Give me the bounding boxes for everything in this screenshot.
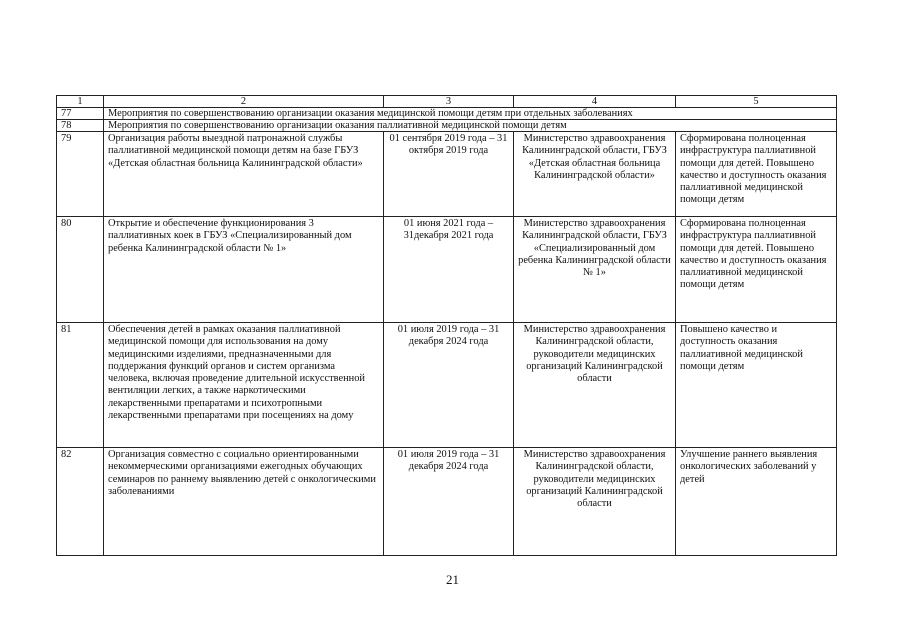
table-header-row bbox=[57, 96, 837, 108]
result-cell: Сформирована полноценная инфраструктура паллиативной помощи для детей. Повышено качество и доступность оказания паллиативной медицинской помощи детям bbox=[676, 217, 837, 323]
row-number: 82 bbox=[57, 448, 104, 556]
executor-cell: Министерство здравоохранения Калининградской области, руководители медицинских организаций Калининградской области bbox=[514, 323, 676, 448]
result-cell: Сформирована полноценная инфраструктура паллиативной помощи для детей. Повышено качество и доступность оказания паллиативной медицинской помощи детям bbox=[676, 132, 837, 217]
period-cell: 01 июля 2019 года – 31 декабря 2024 года bbox=[384, 448, 514, 556]
result-cell: Улучшение раннего выявления онкологических заболеваний у детей bbox=[676, 448, 837, 556]
row-number: 81 bbox=[57, 323, 104, 448]
executor-cell: Министерство здравоохранения Калининградской области, ГБУЗ «Детская областная больница Калининградской области» bbox=[514, 132, 676, 217]
activities-table bbox=[56, 95, 837, 556]
period-cell: 01 июня 2021 года – 31декабря 2021 года bbox=[384, 217, 514, 323]
table-row bbox=[57, 448, 837, 556]
table-row bbox=[57, 132, 837, 217]
section-row bbox=[57, 108, 837, 120]
section-title: Мероприятия по совершенствованию организации оказания паллиативной медицинской помощи детям bbox=[104, 120, 837, 132]
executor-cell: Министерство здравоохранения Калининградской области, руководители медицинских организаций Калининградской области bbox=[514, 448, 676, 556]
period-cell: 01 июля 2019 года – 31 декабря 2024 года bbox=[384, 323, 514, 448]
column-header: 4 bbox=[514, 96, 676, 108]
activity-cell: Обеспечения детей в рамках оказания паллиативной медицинской помощи для использования на дому медицинскими изделиями, предназначенными для поддержания функций органов и систем организма человека, включая проведение длительной искусственной вентиляции легких, а также наркотическими лекарственными препаратами и психотропными лекарственными препаратами при посещениях на дому bbox=[104, 323, 384, 448]
column-header: 3 bbox=[384, 96, 514, 108]
table-row bbox=[57, 323, 837, 448]
row-number: 80 bbox=[57, 217, 104, 323]
result-cell: Повышено качество и доступность оказания паллиативной медицинской помощи детям bbox=[676, 323, 837, 448]
section-title: Мероприятия по совершенствованию организации оказания медицинской помощи детям при отдельных заболеваниях bbox=[104, 108, 837, 120]
activity-cell: Организация совместно с социально ориентированными некоммерческими организациями ежегодных обучающих семинаров по раннему выявлению детей с онкологическими заболеваниями bbox=[104, 448, 384, 556]
column-header: 5 bbox=[676, 96, 837, 108]
activity-cell: Открытие и обеспечение функционирования 3 паллиативных коек в ГБУЗ «Специализированный дом ребенка Калининградской области № 1» bbox=[104, 217, 384, 323]
table-row bbox=[57, 217, 837, 323]
row-number: 78 bbox=[57, 120, 104, 132]
activity-cell: Организация работы выездной патронажной службы паллиативной медицинской помощи детям на базе ГБУЗ «Детская областная больница Калининградской области» bbox=[104, 132, 384, 217]
section-row bbox=[57, 120, 837, 132]
period-cell: 01 сентября 2019 года – 31 октября 2019 года bbox=[384, 132, 514, 217]
page-number: 21 bbox=[446, 572, 459, 587]
column-header: 2 bbox=[104, 96, 384, 108]
executor-cell: Министерство здравоохранения Калининградской области, ГБУЗ «Специализированный дом ребенка Калининградской области № 1» bbox=[514, 217, 676, 323]
row-number: 79 bbox=[57, 132, 104, 217]
row-number: 77 bbox=[57, 108, 104, 120]
column-header: 1 bbox=[57, 96, 104, 108]
